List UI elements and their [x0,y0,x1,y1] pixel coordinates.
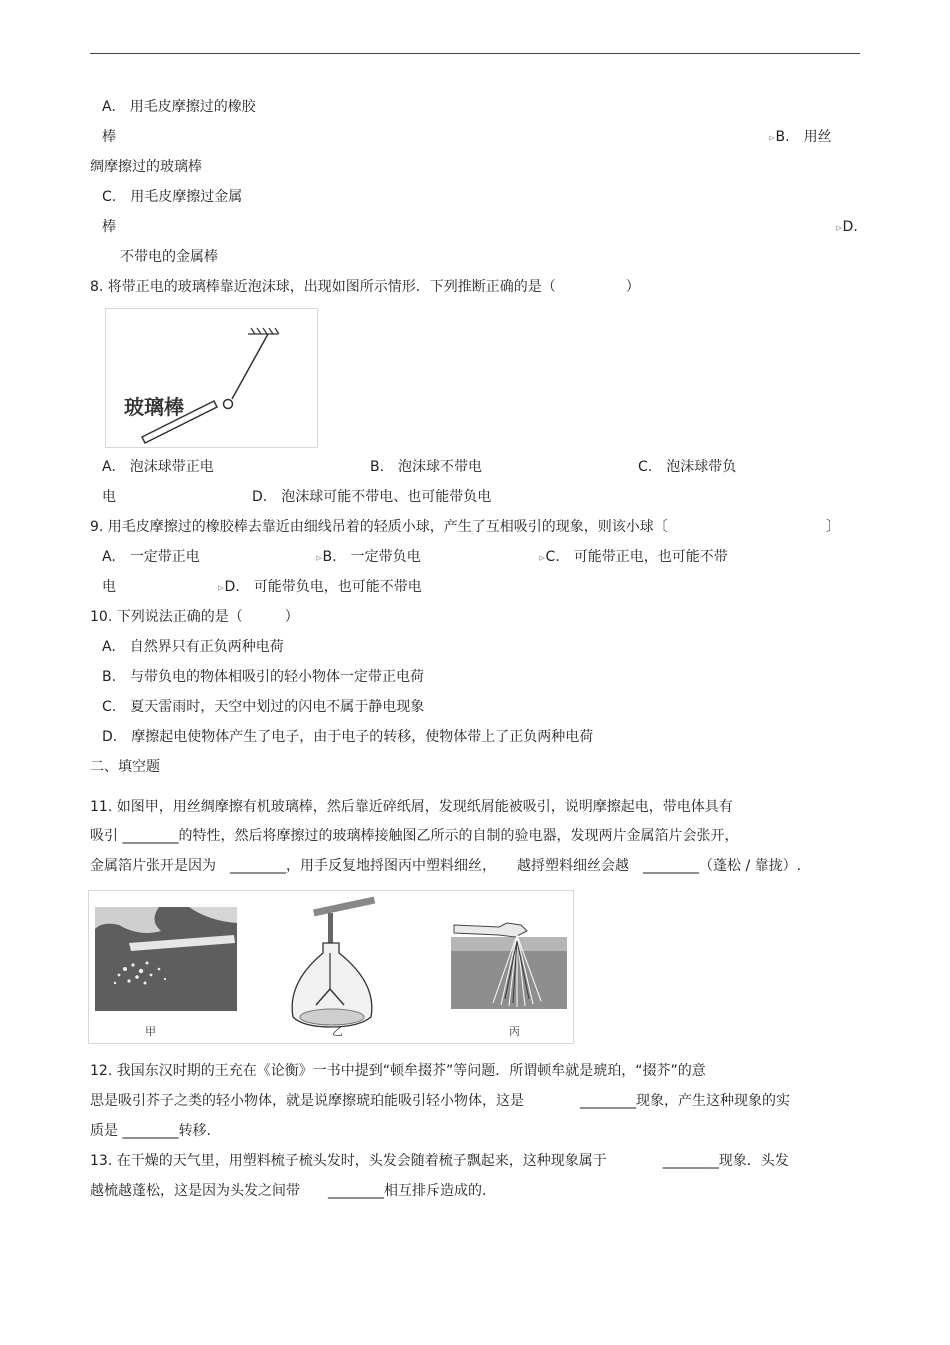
q8-option-a: A. 泡沫球带正电 [102,459,214,475]
q7-option-c-cont: 棒 [102,219,116,235]
q9-stem: 9. 用毛皮摩擦过的橡胶棒去靠近由细线吊着的轻质小球，产生了互相吸引的现象，则该小球〔 [90,519,668,535]
q7-option-b-cont: 绸摩擦过的玻璃棒 [90,159,202,175]
q10-stem: 10. 下列说法正确的是（ ） [90,609,299,625]
q7-option-a: A. 用毛皮摩擦过的橡胶 [102,99,256,115]
q9-option-c-cont: 电 [102,579,116,595]
figure-label-glass-rod: 玻璃棒 [124,397,184,419]
figure-jia-photo [95,907,237,1011]
q7-option-b-text: B. 用丝 [775,129,832,145]
q8-option-b: B. 泡沫球不带电 [370,459,483,475]
q8-figure [105,308,318,448]
q10-option-b: B. 与带负电的物体相吸引的轻小物体一定带正电荷 [102,669,425,685]
q10-option-a: A. 自然界只有正负两种电荷 [102,639,284,655]
q8-option-d: D. 泡沫球可能不带电、也可能带负电 [252,489,492,505]
q11-figure [88,890,574,1044]
q7-option-a-cont: 棒 [102,129,116,145]
q11-figure-art [89,891,573,1043]
q9-option-b-text: B. 一定带负电 [322,549,421,565]
q8-option-c: C. 泡沫球带负 [638,459,737,475]
q9-option-c: ⊳C. 可能带正电，也可能不带 [538,549,728,565]
q7-option-c: C. 用毛皮摩擦过金属 [102,189,243,205]
figure-bing-photo [451,923,567,1009]
q7-option-d: ⊳D. [835,219,858,235]
q13-line1: 13. 在干燥的天气里，用塑料梳子梳头发时，头发会随着梳子飘起来，这种现象属于 ________现象．头发 [90,1153,789,1169]
q7-option-d-text: D. [842,219,858,235]
section-title-fill-in: 二、填空题 [90,759,160,775]
q10-option-c: C. 夏天雷雨时，天空中划过的闪电不属于静电现象 [102,699,425,715]
header-rule [90,53,860,54]
q12-line3: 质是 ________转移. [90,1123,211,1139]
glass-rod-diagram [106,309,317,447]
figure-yi-electroscope [292,897,375,1027]
q11-line2: 吸引 ________的特性，然后将摩擦过的玻璃棒接触图乙所示的自制的验电器，发现两片金属箔片会张开， [90,828,739,844]
caption-bing: 丙 [509,1025,520,1038]
q9-option-c-text: C. 可能带正电，也可能不带 [545,549,728,565]
caption-yi: 乙 [332,1025,343,1038]
q9-option-a: A. 一定带正电 [102,549,200,565]
q9-option-d: ⊳D. 可能带负电，也可能不带电 [217,579,422,595]
q8-stem: 8. 将带正电的玻璃棒靠近泡沫球，出现如图所示情形．下列推断正确的是（ ） [90,279,640,295]
q9-option-b: ⊳B. 一定带负电 [315,549,421,565]
caption-jia: 甲 [145,1025,156,1038]
q13-line2: 越梳越蓬松，这是因为头发之间带 ________相互排斥造成的. [90,1183,487,1199]
q7-option-b: ⊳B. 用丝 [768,129,832,145]
q11-line3: 金属箔片张开是因为 ________，用手反复地捋图丙中塑料细丝， 越捋塑料细丝会越 ________（蓬松 / 靠拢）. [90,858,802,874]
q9-option-d-text: D. 可能带负电，也可能不带电 [224,579,422,595]
q7-option-d-cont: 不带电的金属棒 [120,249,218,265]
q9-stem-end: 〕 [826,519,840,535]
q8-option-c-cont: 电 [102,489,116,505]
q12-line2: 思是吸引芥子之类的轻小物体，就是说摩擦琥珀能吸引轻小物体，这是 ________现象，产生这种现象的实 [90,1093,790,1109]
q10-option-d: D. 摩擦起电使物体产生了电子，由于电子的转移，使物体带上了正负两种电荷 [102,729,594,745]
q12-line1: 12. 我国东汉时期的王充在《论衡》一书中提到“顿牟掇芥”等问题．所谓顿牟就是琥珀，“掇芥”的意 [90,1063,706,1079]
q11-line1: 11. 如图甲，用丝绸摩擦有机玻璃棒，然后靠近碎纸屑，发现纸屑能被吸引，说明摩擦起电，带电体具有 [90,799,733,815]
